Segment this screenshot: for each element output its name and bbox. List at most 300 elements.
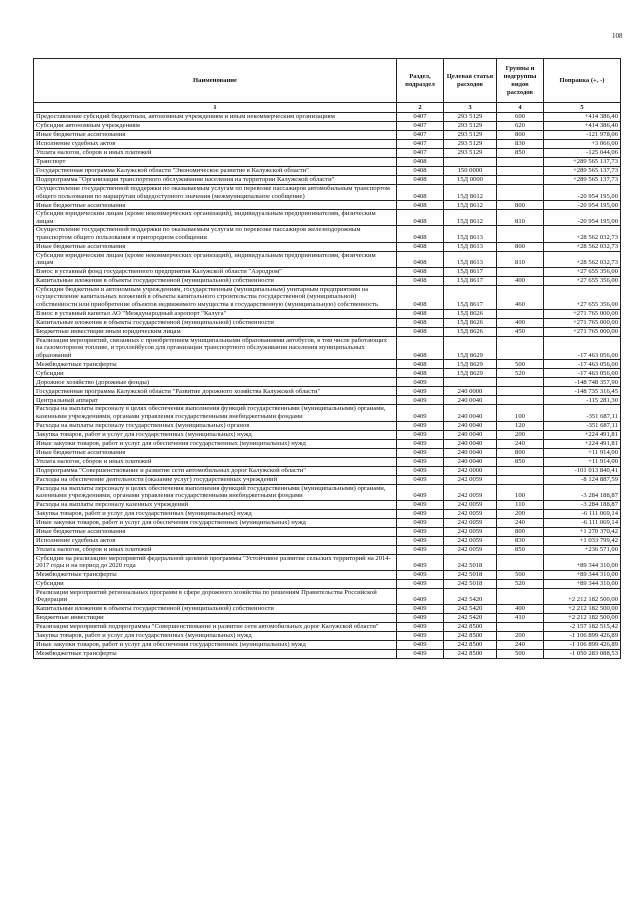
row-expense-group: [497, 226, 544, 242]
row-target-article: 242 5018: [444, 579, 497, 588]
row-section: 0409: [397, 588, 444, 604]
row-section: 0408: [397, 176, 444, 185]
row-target-article: 240 0040: [444, 430, 497, 439]
row-section: 0408: [397, 309, 444, 318]
row-section: 0409: [397, 500, 444, 509]
row-expense-group: 120: [497, 421, 544, 430]
row-target-article: 293 5129: [444, 131, 497, 140]
row-target-article: 15Д 8626: [444, 327, 497, 336]
row-amendment: +11 914,00: [544, 448, 621, 457]
header-number: 2: [397, 103, 444, 113]
table-row: [34, 632, 621, 641]
row-expense-group: [497, 387, 544, 396]
row-amendment: +11 914,00: [544, 457, 621, 466]
row-section: 0409: [397, 457, 444, 466]
row-target-article: 242 8500: [444, 650, 497, 659]
row-section: 0409: [397, 641, 444, 650]
row-amendment: +27 655 356,00: [544, 276, 621, 285]
row-name: Уплата налогов, сборов и иных платежей: [34, 545, 397, 554]
row-expense-group: 410: [497, 614, 544, 623]
row-amendment: -121 978,06: [544, 131, 621, 140]
header-number: 3: [444, 103, 497, 113]
row-section: 0409: [397, 536, 444, 545]
row-target-article: 242 0059: [444, 536, 497, 545]
row-amendment: -20 954 195,00: [544, 210, 621, 226]
row-amendment: -101 013 840,41: [544, 466, 621, 475]
row-amendment: -1 050 283 088,53: [544, 650, 621, 659]
table-row: [34, 267, 621, 276]
row-target-article: 240 0040: [444, 457, 497, 466]
row-name: Закупка товаров, работ и услуг для государственных (муниципальных) нужд: [34, 632, 397, 641]
table-row: [34, 466, 621, 475]
row-amendment: -20 954 195,00: [544, 185, 621, 201]
row-name: Субсидии бюджетным и автономным учреждениям, государственным (муниципальным) унитарным предприятиям на осуществление капитальных вложений в объекты капитального строительства государственной (муниципальной) собственности или приобретение объектов недвижимого имущества в государственную (муниципальную) собственность: [34, 285, 397, 309]
row-amendment: +224 491,81: [544, 439, 621, 448]
budget-amendments-table: [33, 58, 621, 659]
header-name: Наименование: [34, 59, 397, 103]
row-name: Дорожное хозяйство (дорожные фонды): [34, 378, 397, 387]
row-name: Взнос в уставный капитал АО "Международный аэропорт "Калуга": [34, 309, 397, 318]
table-row: [34, 276, 621, 285]
row-name: Закупка товаров, работ и услуг для государственных (муниципальных) нужд: [34, 430, 397, 439]
table-row: [34, 475, 621, 484]
table-row: [34, 113, 621, 122]
row-section: 0407: [397, 113, 444, 122]
row-target-article: 242 5018: [444, 570, 497, 579]
table-row: [34, 421, 621, 430]
row-section: 0409: [397, 421, 444, 430]
row-expense-group: 520: [497, 369, 544, 378]
row-section: 0409: [397, 650, 444, 659]
row-name: Иные бюджетные ассигнования: [34, 448, 397, 457]
row-name: Осуществление государственной поддержки по оказываемым услугам по перевозке пассажиров железнодорожным транспортом общего пользования в пригородном сообщении: [34, 226, 397, 242]
row-target-article: 15Д 8617: [444, 267, 497, 276]
row-expense-group: 830: [497, 140, 544, 149]
row-section: 0409: [397, 484, 444, 500]
table-row: [34, 210, 621, 226]
row-expense-group: [497, 309, 544, 318]
row-target-article: 242 0000: [444, 466, 497, 475]
table-row: [34, 140, 621, 149]
row-expense-group: 850: [497, 545, 544, 554]
header-section: Раздел, подраздел: [397, 59, 444, 103]
row-expense-group: [497, 185, 544, 201]
row-expense-group: 100: [497, 484, 544, 500]
row-expense-group: [497, 176, 544, 185]
row-expense-group: 800: [497, 448, 544, 457]
row-section: 0409: [397, 614, 444, 623]
row-name: Исполнение судебных актов: [34, 140, 397, 149]
row-amendment: -115 281,30: [544, 396, 621, 405]
header-amendment: Поправка (+, -): [544, 59, 621, 103]
row-expense-group: [497, 167, 544, 176]
row-section: 0408: [397, 285, 444, 309]
table-row: [34, 439, 621, 448]
row-expense-group: [497, 554, 544, 570]
row-section: 0409: [397, 439, 444, 448]
row-section: 0408: [397, 167, 444, 176]
table-row: [34, 570, 621, 579]
table-row: [34, 614, 621, 623]
row-amendment: +289 565 137,73: [544, 167, 621, 176]
row-target-article: 15Д 8612: [444, 185, 497, 201]
row-section: 0409: [397, 475, 444, 484]
row-section: 0409: [397, 387, 444, 396]
row-name: Капитальные вложения в объекты государственной (муниципальной) собственности: [34, 318, 397, 327]
row-expense-group: 810: [497, 251, 544, 267]
row-amendment: +3 066,00: [544, 140, 621, 149]
row-target-article: 15Д 8613: [444, 251, 497, 267]
row-expense-group: [497, 378, 544, 387]
table-row: [34, 545, 621, 554]
row-name: Закупка товаров, работ и услуг для государственных (муниципальных) нужд: [34, 509, 397, 518]
row-section: 0409: [397, 579, 444, 588]
row-expense-group: [497, 588, 544, 604]
table-row: [34, 378, 621, 387]
row-section: 0409: [397, 570, 444, 579]
row-name: Предоставление субсидий бюджетным, автономным учреждениям и иным некоммерческим организациям: [34, 113, 397, 122]
row-name: Центральный аппарат: [34, 396, 397, 405]
row-target-article: 242 8500: [444, 632, 497, 641]
row-section: 0409: [397, 545, 444, 554]
row-amendment: +89 344 310,00: [544, 570, 621, 579]
row-amendment: +89 344 310,00: [544, 579, 621, 588]
table-row: [34, 457, 621, 466]
row-amendment: +271 765 000,00: [544, 309, 621, 318]
row-section: 0408: [397, 226, 444, 242]
row-expense-group: 500: [497, 360, 544, 369]
row-amendment: +271 765 000,00: [544, 318, 621, 327]
row-section: 0407: [397, 131, 444, 140]
row-name: Расходы на обеспечение деятельности (оказание услуг) государственных учреждений: [34, 475, 397, 484]
row-name: Иные бюджетные ассигнования: [34, 242, 397, 251]
row-name: Транспорт: [34, 158, 397, 167]
row-amendment: +414 386,40: [544, 122, 621, 131]
row-section: 0409: [397, 430, 444, 439]
row-expense-group: 240: [497, 439, 544, 448]
row-expense-group: 500: [497, 650, 544, 659]
row-target-article: 242 8500: [444, 641, 497, 650]
table-row: [34, 518, 621, 527]
table-row: [34, 527, 621, 536]
row-target-article: 242 5420: [444, 588, 497, 604]
row-section: 0409: [397, 396, 444, 405]
row-amendment: +224 491,81: [544, 430, 621, 439]
row-target-article: 15Д 8629: [444, 360, 497, 369]
row-name: Расходы на выплаты персоналу казенных учреждений: [34, 500, 397, 509]
row-name: Расходы на выплаты персоналу государственных (муниципальных) органов: [34, 421, 397, 430]
table-row: [34, 131, 621, 140]
row-target-article: 242 5420: [444, 614, 497, 623]
row-amendment: +236 571,00: [544, 545, 621, 554]
row-expense-group: 520: [497, 579, 544, 588]
row-name: Уплата налогов, сборов и иных платежей: [34, 457, 397, 466]
row-target-article: 242 5420: [444, 605, 497, 614]
row-expense-group: 600: [497, 113, 544, 122]
row-name: Субсидии юридическим лицам (кроме некоммерческих организаций), индивидуальным предпринимателям, физическим лицам: [34, 251, 397, 267]
row-section: 0409: [397, 378, 444, 387]
table-row: [34, 158, 621, 167]
row-amendment: +414 386,40: [544, 113, 621, 122]
row-section: 0408: [397, 327, 444, 336]
row-section: 0408: [397, 201, 444, 210]
table-row: [34, 149, 621, 158]
row-amendment: +1 270 370,42: [544, 527, 621, 536]
header-number: 4: [497, 103, 544, 113]
row-name: Подпрограмма "Совершенствование и развитие сети автомобильных дорог Калужской области": [34, 466, 397, 475]
table-row: [34, 605, 621, 614]
row-section: 0409: [397, 518, 444, 527]
row-amendment: -8 124 887,59: [544, 475, 621, 484]
row-section: 0408: [397, 251, 444, 267]
row-target-article: 293 5129: [444, 122, 497, 131]
row-section: 0409: [397, 405, 444, 421]
row-expense-group: [497, 267, 544, 276]
table-row: [34, 309, 621, 318]
row-amendment: -17 463 056,00: [544, 336, 621, 360]
row-name: Субсидии юридическим лицам (кроме некоммерческих организаций), индивидуальным предпринимателям, физическим лицам: [34, 210, 397, 226]
table-row: [34, 623, 621, 632]
row-amendment: -6 111 069,14: [544, 509, 621, 518]
row-target-article: 293 5129: [444, 149, 497, 158]
table-row: [34, 318, 621, 327]
table-row: [34, 285, 621, 309]
row-target-article: 240 0040: [444, 439, 497, 448]
table-row: [34, 360, 621, 369]
row-expense-group: 460: [497, 285, 544, 309]
row-target-article: 240 0040: [444, 448, 497, 457]
row-target-article: 15Д 8626: [444, 318, 497, 327]
row-name: Субсидии: [34, 579, 397, 588]
table-row: [34, 122, 621, 131]
row-amendment: -148 748 357,90: [544, 378, 621, 387]
row-expense-group: [497, 396, 544, 405]
header-expense-group: Группы и подгруппы видов расходов: [497, 59, 544, 103]
row-target-article: 15Д 8612: [444, 201, 497, 210]
row-name: Уплата налогов, сборов и иных платежей: [34, 149, 397, 158]
row-section: 0409: [397, 623, 444, 632]
row-expense-group: 400: [497, 605, 544, 614]
row-name: Субсидии на реализацию мероприятий федеральной целевой программы "Устойчивое развитие сельских территорий на 2014-2017 годы и на период до 2020 года: [34, 554, 397, 570]
row-amendment: -1 106 899 426,89: [544, 632, 621, 641]
page-number: 108: [612, 32, 623, 40]
table-row: [34, 588, 621, 604]
row-expense-group: 240: [497, 641, 544, 650]
row-expense-group: 800: [497, 201, 544, 210]
table-row: [34, 650, 621, 659]
row-amendment: -148 735 316,45: [544, 387, 621, 396]
row-expense-group: 240: [497, 518, 544, 527]
row-name: Иные закупки товаров, работ и услуг для обеспечения государственных (муниципальных) нужд: [34, 518, 397, 527]
row-amendment: +27 655 356,00: [544, 285, 621, 309]
header-number: 1: [34, 103, 397, 113]
row-name: Иные закупки товаров, работ и услуг для обеспечения государственных (муниципальных) нужд: [34, 439, 397, 448]
row-name: Расходы на выплаты персоналу в целях обеспечения выполнения функций государственными (муниципальными) органами, казенными учреждениями, органами управления государственными внебюджетными фондами: [34, 405, 397, 421]
row-amendment: +27 655 356,00: [544, 267, 621, 276]
row-section: 0409: [397, 632, 444, 641]
table-row: [34, 226, 621, 242]
row-name: Государственная программа Калужской области "Развитие дорожного хозяйства Калужской области": [34, 387, 397, 396]
header-target-article: Целевая статья расходов: [444, 59, 497, 103]
row-section: 0408: [397, 158, 444, 167]
table-row: [34, 369, 621, 378]
row-target-article: 242 0059: [444, 527, 497, 536]
table-row: [34, 396, 621, 405]
table-row: [34, 405, 621, 421]
table-row: [34, 201, 621, 210]
table-row: [34, 242, 621, 251]
row-target-article: 240 0040: [444, 396, 497, 405]
row-amendment: -2 157 182 515,42: [544, 623, 621, 632]
header-number: 5: [544, 103, 621, 113]
table-row: [34, 430, 621, 439]
table-row: [34, 185, 621, 201]
row-section: 0409: [397, 554, 444, 570]
row-name: Бюджетные инвестиции иным юридическим лицам: [34, 327, 397, 336]
row-expense-group: [497, 336, 544, 360]
row-name: Исполнение судебных актов: [34, 536, 397, 545]
table-row: [34, 554, 621, 570]
row-target-article: 150 0000: [444, 167, 497, 176]
row-target-article: 240 0040: [444, 421, 497, 430]
row-target-article: 15Д 8626: [444, 309, 497, 318]
row-target-article: 242 0059: [444, 484, 497, 500]
row-section: 0408: [397, 360, 444, 369]
table-row: [34, 579, 621, 588]
row-target-article: 15Д 8613: [444, 226, 497, 242]
row-amendment: +2 212 182 500,00: [544, 605, 621, 614]
row-name: Межбюджетные трансферты: [34, 360, 397, 369]
row-section: 0408: [397, 267, 444, 276]
table-row: [34, 448, 621, 457]
table-row: [34, 641, 621, 650]
row-expense-group: 850: [497, 457, 544, 466]
row-expense-group: 800: [497, 131, 544, 140]
table-row: [34, 500, 621, 509]
row-target-article: [444, 158, 497, 167]
row-amendment: +289 565 137,73: [544, 176, 621, 185]
row-amendment: +289 565 137,73: [544, 158, 621, 167]
row-section: 0409: [397, 527, 444, 536]
row-name: Капитальные вложения в объекты государственной (муниципальной) собственности: [34, 276, 397, 285]
row-target-article: 242 0059: [444, 545, 497, 554]
row-expense-group: [497, 466, 544, 475]
row-section: 0409: [397, 448, 444, 457]
row-section: 0408: [397, 369, 444, 378]
row-amendment: +1 033 799,42: [544, 536, 621, 545]
row-name: Иные бюджетные ассигнования: [34, 201, 397, 210]
table-row: [34, 336, 621, 360]
row-expense-group: [497, 475, 544, 484]
row-name: Подпрограмма "Организация транспортного обслуживания населения на территории Калужской области": [34, 176, 397, 185]
row-target-article: 15Д 8617: [444, 285, 497, 309]
row-name: Реализация мероприятий региональных программ в сфере дорожного хозяйства по решениям Правительства Российской Федерации: [34, 588, 397, 604]
row-target-article: 242 0059: [444, 475, 497, 484]
row-expense-group: 400: [497, 276, 544, 285]
row-expense-group: 200: [497, 430, 544, 439]
row-amendment: -20 954 195,00: [544, 201, 621, 210]
row-expense-group: 450: [497, 327, 544, 336]
row-name: Реализация мероприятий, связанных с приобретением муниципальными образованиями автобусов, в том числе работающих на газомоторном топливе, и троллейбусов для организации транспортного обслуживания населения муниципальных образований: [34, 336, 397, 360]
row-name: Иные закупки товаров, работ и услуг для обеспечения государственных (муниципальных) нужд: [34, 641, 397, 650]
row-target-article: 15Д 8612: [444, 210, 497, 226]
row-target-article: 15Д 8629: [444, 369, 497, 378]
table-body: [34, 113, 621, 659]
row-target-article: 240 0000: [444, 387, 497, 396]
row-amendment: -1 106 899 426,89: [544, 641, 621, 650]
row-name: Взнос в уставный фонд государственного предприятия Калужской области "Аэродром": [34, 267, 397, 276]
row-amendment: +28 562 032,73: [544, 242, 621, 251]
table-row: [34, 327, 621, 336]
row-amendment: +2 212 182 500,00: [544, 614, 621, 623]
row-target-article: 15Д 8629: [444, 336, 497, 360]
row-section: 0409: [397, 509, 444, 518]
table-row: [34, 484, 621, 500]
row-amendment: -3 284 188,87: [544, 500, 621, 509]
row-section: 0408: [397, 210, 444, 226]
row-amendment: +28 562 032,73: [544, 226, 621, 242]
row-amendment: -17 463 056,00: [544, 369, 621, 378]
row-expense-group: [497, 623, 544, 632]
row-name: Субсидии: [34, 369, 397, 378]
row-amendment: -3 284 188,87: [544, 484, 621, 500]
row-target-article: 240 0040: [444, 405, 497, 421]
row-amendment: -17 463 056,00: [544, 360, 621, 369]
row-expense-group: [497, 158, 544, 167]
row-expense-group: 620: [497, 122, 544, 131]
row-name: Капитальные вложения в объекты государственной (муниципальной) собственности: [34, 605, 397, 614]
row-section: 0408: [397, 318, 444, 327]
row-amendment: +89 344 310,00: [544, 554, 621, 570]
row-section: 0407: [397, 122, 444, 131]
row-amendment: -6 111 069,14: [544, 518, 621, 527]
row-section: 0408: [397, 276, 444, 285]
row-name: Реализация мероприятий подпрограммы "Совершенствование и развитие сети автомобильных дорог Калужской области": [34, 623, 397, 632]
row-expense-group: 800: [497, 527, 544, 536]
row-section: 0407: [397, 140, 444, 149]
table-row: [34, 509, 621, 518]
row-section: 0408: [397, 242, 444, 251]
row-expense-group: 800: [497, 242, 544, 251]
row-section: 0408: [397, 185, 444, 201]
row-name: Иные бюджетные ассигнования: [34, 527, 397, 536]
table-row: [34, 251, 621, 267]
row-amendment: +2 212 182 500,00: [544, 588, 621, 604]
row-target-article: 242 5018: [444, 554, 497, 570]
row-target-article: 242 8500: [444, 623, 497, 632]
row-amendment: +28 562 032,73: [544, 251, 621, 267]
row-name: Иные бюджетные ассигнования: [34, 131, 397, 140]
row-target-article: 15Д 8613: [444, 242, 497, 251]
row-expense-group: 100: [497, 405, 544, 421]
row-expense-group: 850: [497, 149, 544, 158]
row-section: 0409: [397, 466, 444, 475]
row-name: Бюджетные инвестиции: [34, 614, 397, 623]
row-expense-group: 500: [497, 570, 544, 579]
row-target-article: 293 5129: [444, 113, 497, 122]
row-expense-group: 110: [497, 500, 544, 509]
row-target-article: [444, 378, 497, 387]
row-amendment: +271 765 000,00: [544, 327, 621, 336]
row-name: Государственная программа Калужской области "Экономическое развитие в Калужской области": [34, 167, 397, 176]
table-row: [34, 167, 621, 176]
row-amendment: -351 687,11: [544, 405, 621, 421]
row-target-article: 242 0059: [444, 509, 497, 518]
row-expense-group: 400: [497, 318, 544, 327]
table-row: [34, 536, 621, 545]
row-name: Межбюджетные трансферты: [34, 650, 397, 659]
row-name: Расходы на выплаты персоналу в целях обеспечения выполнения функций государственными (муниципальными) органами, казенными учреждениями, органами управления государственными внебюджетными фондами: [34, 484, 397, 500]
